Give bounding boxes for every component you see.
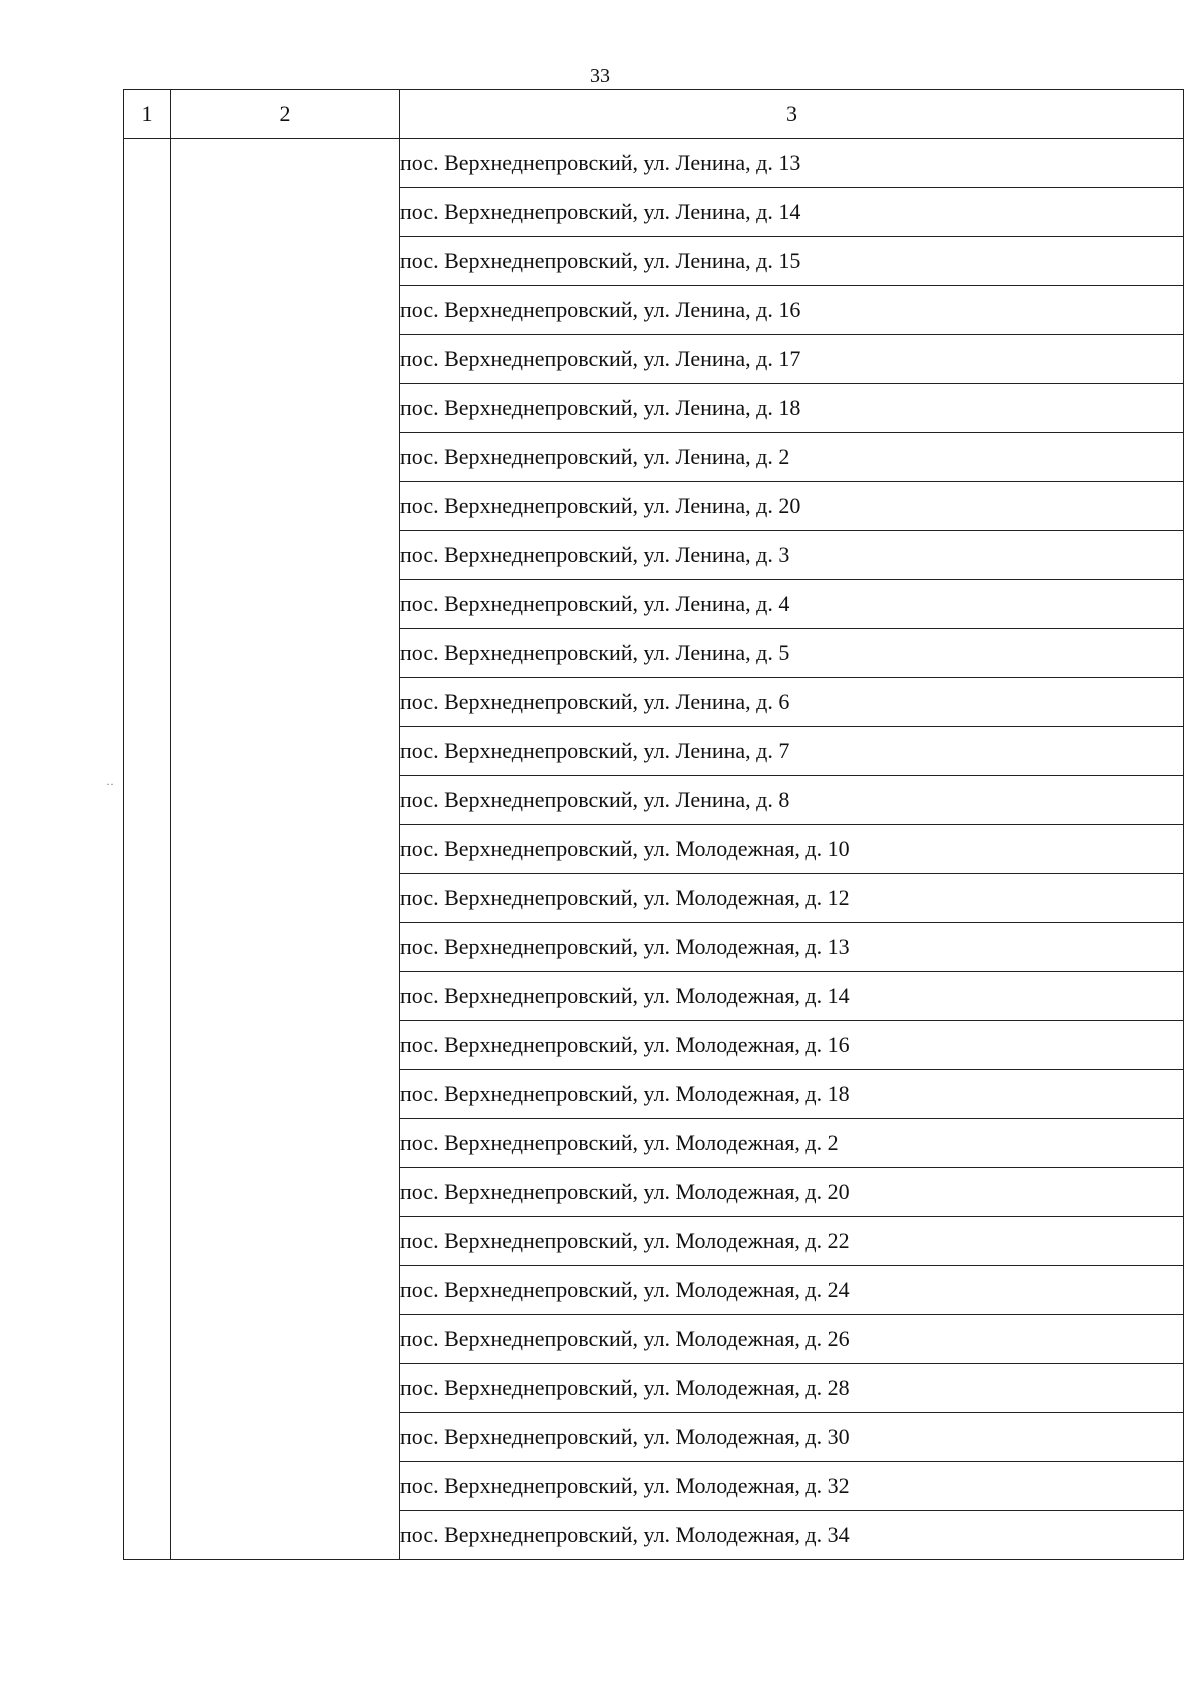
address-cell: пос. Верхнеднепровский, ул. Молодежная, д. 13 bbox=[400, 923, 1184, 972]
address-cell: пос. Верхнеднепровский, ул. Ленина, д. 17 bbox=[400, 335, 1184, 384]
merged-cell-col-1 bbox=[124, 139, 171, 1560]
address-cell: пос. Верхнеднепровский, ул. Ленина, д. 16 bbox=[400, 286, 1184, 335]
merged-cell-col-2 bbox=[171, 139, 400, 1560]
address-cell: пос. Верхнеднепровский, ул. Ленина, д. 20 bbox=[400, 482, 1184, 531]
address-cell: пос. Верхнеднепровский, ул. Молодежная, д. 26 bbox=[400, 1315, 1184, 1364]
address-cell: пос. Верхнеднепровский, ул. Ленина, д. 6 bbox=[400, 678, 1184, 727]
address-table bbox=[123, 89, 1184, 1560]
address-cell: пос. Верхнеднепровский, ул. Молодежная, д. 32 bbox=[400, 1462, 1184, 1511]
header-cell-col-2: 2 bbox=[171, 90, 400, 139]
address-cell: пос. Верхнеднепровский, ул. Ленина, д. 14 bbox=[400, 188, 1184, 237]
address-cell: пос. Верхнеднепровский, ул. Ленина, д. 13 bbox=[400, 139, 1184, 188]
address-cell: пос. Верхнеднепровский, ул. Ленина, д. 5 bbox=[400, 629, 1184, 678]
address-cell: пос. Верхнеднепровский, ул. Молодежная, д. 22 bbox=[400, 1217, 1184, 1266]
scan-speck: ·· bbox=[106, 777, 114, 791]
address-cell: пос. Верхнеднепровский, ул. Молодежная, д. 16 bbox=[400, 1021, 1184, 1070]
address-cell: пос. Верхнеднепровский, ул. Молодежная, д. 18 bbox=[400, 1070, 1184, 1119]
address-cell: пос. Верхнеднепровский, ул. Молодежная, д. 34 bbox=[400, 1511, 1184, 1560]
header-cell-col-1: 1 bbox=[124, 90, 171, 139]
address-cell: пос. Верхнеднепровский, ул. Молодежная, д. 10 bbox=[400, 825, 1184, 874]
address-cell: пос. Верхнеднепровский, ул. Молодежная, д. 28 bbox=[400, 1364, 1184, 1413]
address-cell: пос. Верхнеднепровский, ул. Молодежная, д. 30 bbox=[400, 1413, 1184, 1462]
header-row bbox=[124, 90, 1184, 139]
address-cell: пос. Верхнеднепровский, ул. Ленина, д. 4 bbox=[400, 580, 1184, 629]
address-table-body bbox=[124, 90, 1184, 1560]
address-cell: пос. Верхнеднепровский, ул. Молодежная, д. 12 bbox=[400, 874, 1184, 923]
header-cell-col-3: 3 bbox=[400, 90, 1184, 139]
address-cell: пос. Верхнеднепровский, ул. Ленина, д. 2 bbox=[400, 433, 1184, 482]
address-cell: пос. Верхнеднепровский, ул. Молодежная, д. 2 bbox=[400, 1119, 1184, 1168]
address-cell: пос. Верхнеднепровский, ул. Молодежная, д. 24 bbox=[400, 1266, 1184, 1315]
address-cell: пос. Верхнеднепровский, ул. Ленина, д. 7 bbox=[400, 727, 1184, 776]
address-cell: пос. Верхнеднепровский, ул. Молодежная, д. 14 bbox=[400, 972, 1184, 1021]
address-cell: пос. Верхнеднепровский, ул. Ленина, д. 15 bbox=[400, 237, 1184, 286]
address-cell: пос. Верхнеднепровский, ул. Молодежная, д. 20 bbox=[400, 1168, 1184, 1217]
address-cell: пос. Верхнеднепровский, ул. Ленина, д. 18 bbox=[400, 384, 1184, 433]
address-cell: пос. Верхнеднепровский, ул. Ленина, д. 8 bbox=[400, 776, 1184, 825]
page-number: 33 bbox=[590, 65, 610, 87]
table-row bbox=[124, 139, 1184, 188]
address-cell: пос. Верхнеднепровский, ул. Ленина, д. 3 bbox=[400, 531, 1184, 580]
